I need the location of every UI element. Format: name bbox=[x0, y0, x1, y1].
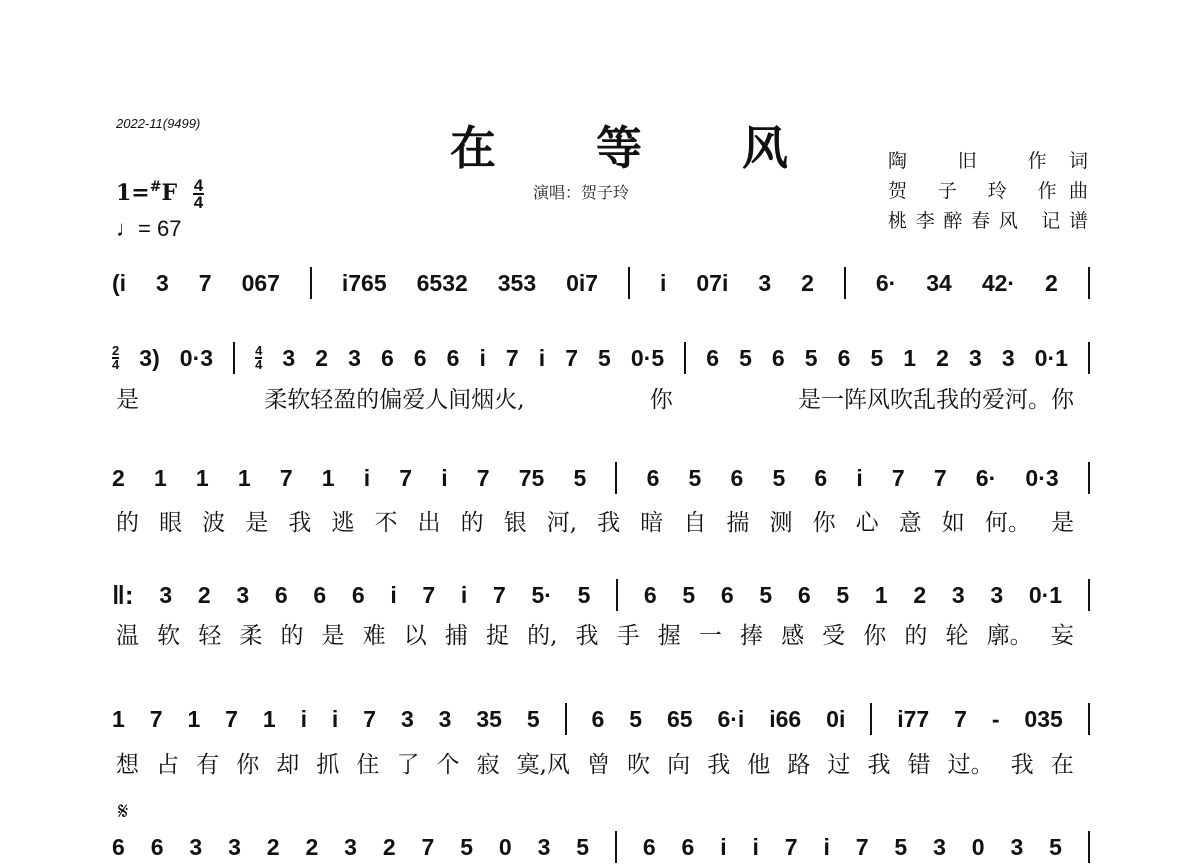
note-group: 6 bbox=[646, 464, 660, 491]
note-group: 5 bbox=[598, 344, 611, 371]
lyric-syllable: 你 bbox=[812, 510, 836, 536]
note-group: 3 bbox=[344, 833, 357, 860]
note-group: 2 bbox=[913, 581, 927, 608]
lyric-syllable: 柔软轻盈的偏爱人间烟火, bbox=[264, 387, 525, 413]
note-group: 3 bbox=[933, 833, 946, 860]
note-group: 1 bbox=[237, 464, 251, 491]
lyric-syllable: 过。 bbox=[947, 752, 994, 778]
note-group: i bbox=[441, 464, 448, 491]
note-group: 6 bbox=[706, 344, 720, 371]
quarter-note-icon: ♩ bbox=[116, 216, 138, 241]
lyric-syllable: 轮 bbox=[945, 623, 969, 649]
note-group: 6· bbox=[975, 464, 997, 491]
note-group: 42· bbox=[981, 269, 1016, 296]
note-group: 0·1 bbox=[1028, 581, 1063, 608]
lyric-syllable: 想 bbox=[116, 752, 139, 778]
lyric-syllable: 心 bbox=[855, 510, 879, 536]
lyric-syllable: 的 bbox=[280, 623, 304, 649]
note-group: i bbox=[752, 833, 759, 860]
note-group: 0·5 bbox=[630, 344, 665, 371]
note-group: 35 bbox=[476, 705, 502, 732]
note-group: 3 bbox=[1010, 833, 1024, 860]
note-group: i66 bbox=[769, 705, 802, 732]
barline bbox=[1088, 703, 1090, 735]
note-group: 7 bbox=[891, 464, 905, 491]
lyric-syllable: 难 bbox=[362, 623, 386, 649]
note-group: 2 bbox=[801, 269, 814, 296]
note-group: 75 bbox=[518, 464, 545, 491]
barline bbox=[870, 703, 872, 735]
note-group: 1 bbox=[187, 705, 201, 732]
note-group: 7 bbox=[422, 581, 436, 608]
note-group: 6 bbox=[720, 581, 734, 608]
note-group: 7 bbox=[149, 705, 163, 732]
note-group: 7 bbox=[198, 269, 212, 296]
lyric-syllable: 的 bbox=[116, 510, 139, 536]
lyric-syllable: 过 bbox=[827, 752, 851, 778]
note-group: 5 bbox=[629, 705, 643, 732]
note-group: 1 bbox=[903, 344, 917, 371]
lyric-syllable: 错 bbox=[907, 752, 931, 778]
lyric-syllable: 占 bbox=[156, 752, 180, 778]
lyrics-line-3 bbox=[116, 617, 1074, 649]
note-group: 2 bbox=[305, 833, 319, 860]
barline bbox=[1088, 267, 1090, 299]
note-group: 7 bbox=[225, 705, 238, 732]
note-group: 3 bbox=[400, 705, 414, 732]
note-group: 7 bbox=[954, 705, 967, 732]
note-group: 035 bbox=[1024, 705, 1063, 732]
lyric-syllable: 的 bbox=[904, 623, 928, 649]
lyric-syllable: 软 bbox=[157, 623, 181, 649]
note-group: 6 bbox=[274, 581, 288, 608]
note-group: i77 bbox=[897, 705, 930, 732]
note-group: 6 bbox=[814, 464, 828, 491]
repeat-start-sign: ‖: bbox=[112, 579, 134, 610]
note-group: 6 bbox=[643, 581, 657, 608]
note-group: 5 bbox=[573, 464, 587, 491]
lyric-syllable: 住 bbox=[356, 752, 380, 778]
lyric-syllable: 你 bbox=[236, 752, 260, 778]
note-group: 6 bbox=[591, 705, 605, 732]
barline bbox=[615, 831, 617, 863]
lyric-syllable: 个 bbox=[436, 752, 460, 778]
note-group: 7 bbox=[493, 581, 506, 608]
lyric-syllable: 你 bbox=[863, 623, 887, 649]
lyric-syllable: 柔 bbox=[239, 623, 263, 649]
note-group: 5· bbox=[531, 581, 552, 608]
note-group: 7 bbox=[933, 464, 947, 491]
time-signature-change: 4 4 bbox=[255, 343, 263, 372]
singer-credit: 演唱：贺子玲 bbox=[533, 183, 630, 202]
lyrics-line-4 bbox=[116, 746, 1074, 778]
note-group: 3 bbox=[438, 705, 452, 732]
note-group: i bbox=[331, 705, 339, 732]
note-group: 0i7 bbox=[566, 269, 599, 296]
note-group: 5 bbox=[1049, 833, 1062, 860]
note-group: 6 bbox=[380, 344, 394, 371]
barline bbox=[615, 462, 617, 494]
lyric-syllable: 寞,风 bbox=[516, 752, 570, 778]
time-signature-change: 2 4 bbox=[112, 343, 120, 372]
note-group: 2 bbox=[266, 833, 280, 860]
key-signature bbox=[116, 178, 204, 210]
lyric-syllable: 手 bbox=[616, 623, 640, 649]
note-group: 067 bbox=[241, 269, 280, 296]
note-group: 3 bbox=[990, 581, 1004, 608]
lyric-syllable: 我 bbox=[867, 752, 891, 778]
note-group: 5 bbox=[804, 344, 818, 371]
note-group: 0·3 bbox=[1025, 464, 1059, 491]
lyric-syllable: 是 bbox=[1050, 510, 1074, 536]
lyric-syllable: 我 bbox=[575, 623, 599, 649]
note-group: 5 bbox=[460, 833, 473, 860]
note-group: 65 bbox=[666, 705, 693, 732]
note-group: 6 bbox=[446, 344, 460, 371]
note-group: 2 bbox=[1045, 269, 1058, 296]
lyric-syllable: 意 bbox=[898, 510, 922, 536]
note-group: 0i bbox=[826, 705, 846, 732]
lyric-syllable: 自 bbox=[683, 510, 707, 536]
lyric-syllable: 轻 bbox=[198, 623, 222, 649]
note-group: i bbox=[363, 464, 371, 491]
sharp-icon: # bbox=[149, 179, 162, 195]
note-group: 1 bbox=[321, 464, 335, 491]
note-group: 6 bbox=[112, 833, 125, 860]
lyric-syllable: 是 bbox=[116, 387, 139, 413]
note-group: 3 bbox=[228, 833, 241, 860]
tempo-marking bbox=[116, 216, 181, 242]
lyric-syllable: 是 bbox=[245, 510, 269, 536]
staff-line-6 bbox=[112, 830, 1090, 864]
note-group: 3 bbox=[282, 344, 296, 371]
note-group: 353 bbox=[497, 269, 537, 296]
note-group: - bbox=[991, 705, 1000, 732]
lyric-syllable: 眼 bbox=[159, 510, 183, 536]
note-group: 5 bbox=[759, 581, 773, 608]
note-group: 3 bbox=[236, 581, 250, 608]
tempo-value: = 67 bbox=[138, 216, 182, 241]
note-group: 5 bbox=[526, 705, 540, 732]
lyric-syllable: 在 bbox=[1050, 752, 1074, 778]
note-group: 6· bbox=[875, 269, 897, 296]
note-group: 5 bbox=[836, 581, 850, 608]
lyric-syllable: 的 bbox=[460, 510, 484, 536]
note-group: (i bbox=[112, 269, 127, 296]
note-group: 5 bbox=[739, 344, 752, 371]
lyric-syllable: 妄 bbox=[1050, 623, 1074, 649]
note-group: 3 bbox=[758, 269, 772, 296]
lyric-syllable: 出 bbox=[417, 510, 441, 536]
note-group: i bbox=[856, 464, 863, 491]
note-group: 6 bbox=[681, 833, 695, 860]
lyric-syllable: 他 bbox=[747, 752, 771, 778]
note-group: 7 bbox=[421, 833, 435, 860]
note-group: 3 bbox=[951, 581, 965, 608]
lyric-syllable: 何。 bbox=[984, 510, 1031, 536]
note-group: 1 bbox=[112, 705, 125, 732]
barline bbox=[233, 342, 235, 374]
lyric-syllable: 寂 bbox=[476, 752, 500, 778]
note-group: 07i bbox=[696, 269, 729, 296]
lyric-syllable: 我 bbox=[707, 752, 731, 778]
lyric-syllable: 廓。 bbox=[986, 623, 1033, 649]
note-group: 2 bbox=[382, 833, 396, 860]
lyric-syllable: 受 bbox=[822, 623, 846, 649]
staff-line-2 bbox=[112, 341, 1090, 375]
lyric-syllable: 吹 bbox=[627, 752, 651, 778]
note-group: 6 bbox=[150, 833, 164, 860]
barline bbox=[616, 579, 618, 611]
lyric-syllable: 感 bbox=[781, 623, 805, 649]
staff-line-5 bbox=[112, 702, 1090, 736]
note-group: 3 bbox=[1001, 344, 1015, 371]
segno-icon: 𝄋 bbox=[118, 797, 129, 825]
time-signature-bottom: 4 bbox=[193, 193, 204, 212]
note-group: 3 bbox=[968, 344, 982, 371]
note-group: i bbox=[300, 705, 307, 732]
barline bbox=[310, 267, 312, 299]
composer-credit: 贺 子 玲 作曲 bbox=[888, 180, 1088, 202]
lyric-syllable: 我 bbox=[1010, 752, 1034, 778]
lyric-syllable: 波 bbox=[202, 510, 226, 536]
lyric-syllable: 捧 bbox=[739, 623, 763, 649]
lyric-syllable: 温 bbox=[116, 623, 139, 649]
note-group: 5 bbox=[772, 464, 786, 491]
note-group: i bbox=[479, 344, 486, 371]
note-group: 0 bbox=[971, 833, 985, 860]
note-group: 0·1 bbox=[1034, 344, 1068, 371]
staff-line-1 bbox=[112, 266, 1090, 300]
note-group: 34 bbox=[926, 269, 952, 296]
note-group: i765 bbox=[341, 269, 387, 296]
lyric-syllable: 是一阵风吹乱我的爱河。你 bbox=[797, 387, 1074, 413]
lyric-syllable: 不 bbox=[374, 510, 398, 536]
barline bbox=[1088, 831, 1090, 863]
note-group: 7 bbox=[565, 344, 578, 371]
barline bbox=[628, 267, 630, 299]
note-group: 6 bbox=[413, 344, 427, 371]
lyric-syllable: 是 bbox=[321, 623, 345, 649]
note-group: i bbox=[460, 581, 468, 608]
note-group: 3 bbox=[348, 344, 361, 371]
note-group: 3 bbox=[189, 833, 203, 860]
note-group: 0·3 bbox=[179, 344, 214, 371]
lyric-syllable: 暗 bbox=[640, 510, 664, 536]
note-group: 2 bbox=[936, 344, 949, 371]
lyric-syllable: 我 bbox=[288, 510, 312, 536]
lyric-syllable: 的, bbox=[527, 623, 558, 649]
note-group: 5 bbox=[688, 464, 702, 491]
lyric-syllable: 银 bbox=[503, 510, 527, 536]
note-group: 2 bbox=[315, 344, 329, 371]
lyric-syllable: 以 bbox=[403, 623, 427, 649]
lyric-syllable: 测 bbox=[769, 510, 793, 536]
lyric-syllable: 曾 bbox=[587, 752, 610, 778]
note-group: 6 bbox=[771, 344, 785, 371]
note-group: 1 bbox=[195, 464, 209, 491]
lyric-syllable: 路 bbox=[787, 752, 811, 778]
lyric-syllable: 了 bbox=[396, 752, 420, 778]
note-group: 7 bbox=[784, 833, 798, 860]
note-group: 6 bbox=[797, 581, 811, 608]
note-group: 7 bbox=[855, 833, 869, 860]
staff-line-4 bbox=[112, 578, 1090, 612]
note-group: 5 bbox=[577, 581, 591, 608]
note-group: i bbox=[538, 344, 546, 371]
song-title: 在 等 风 bbox=[450, 121, 831, 175]
note-group: 7 bbox=[399, 464, 413, 491]
note-group: 1 bbox=[153, 464, 167, 491]
lyric-syllable: 抓 bbox=[316, 752, 340, 778]
time-signature bbox=[193, 178, 204, 210]
note-group: 2 bbox=[112, 464, 125, 491]
note-group: 7 bbox=[476, 464, 490, 491]
note-group: 3 bbox=[537, 833, 551, 860]
note-group: 2 bbox=[197, 581, 211, 608]
barline bbox=[1088, 342, 1090, 374]
lyric-syllable: 你 bbox=[649, 387, 673, 413]
barline bbox=[844, 267, 846, 299]
note-group: 7 bbox=[505, 344, 519, 371]
staff-line-3 bbox=[112, 461, 1090, 495]
lyric-syllable: 河, bbox=[546, 510, 578, 536]
note-group: 3 bbox=[159, 581, 173, 608]
note-group: 1 bbox=[262, 705, 276, 732]
lyric-syllable: 却 bbox=[276, 752, 300, 778]
key-letter: F bbox=[161, 180, 178, 206]
lyrics-line-1 bbox=[116, 381, 1074, 413]
note-group: 6 bbox=[313, 581, 327, 608]
note-group: 6·i bbox=[717, 705, 745, 732]
lyricist-credit: 陶 旧 作词 bbox=[888, 150, 1088, 172]
document-id: 2022-11(9499) bbox=[116, 116, 201, 131]
note-group: 6 bbox=[351, 581, 365, 608]
lyrics-line-2 bbox=[116, 504, 1074, 536]
barline bbox=[565, 703, 567, 735]
credits-block bbox=[888, 146, 1088, 236]
note-group: 6 bbox=[730, 464, 744, 491]
note-group: 3 bbox=[156, 269, 169, 296]
lyric-syllable: 揣 bbox=[726, 510, 750, 536]
lyric-syllable: 捉 bbox=[485, 623, 509, 649]
note-group: 6532 bbox=[416, 269, 468, 296]
barline bbox=[1088, 579, 1090, 611]
note-group: i bbox=[660, 269, 667, 296]
note-group: i bbox=[823, 833, 830, 860]
lyric-syllable: 握 bbox=[657, 623, 681, 649]
time-signature-top: 4 bbox=[193, 176, 204, 195]
barline bbox=[1088, 462, 1090, 494]
lyric-syllable: 逃 bbox=[331, 510, 355, 536]
note-group: 5 bbox=[894, 833, 908, 860]
lyric-syllable: 有 bbox=[196, 752, 220, 778]
barline bbox=[684, 342, 686, 374]
lyric-syllable: 如 bbox=[941, 510, 965, 536]
note-group: 5 bbox=[576, 833, 590, 860]
lyric-syllable: 一 bbox=[698, 623, 722, 649]
note-group: 1 bbox=[874, 581, 888, 608]
note-group: 3) bbox=[139, 344, 160, 371]
key-prefix: 1= bbox=[116, 180, 150, 206]
transcriber-credit: 桃李醉春风 记谱 bbox=[888, 210, 1088, 232]
note-group: 5 bbox=[682, 581, 696, 608]
note-group: i bbox=[390, 581, 397, 608]
lyric-syllable: 我 bbox=[597, 510, 621, 536]
note-group: 0 bbox=[498, 833, 512, 860]
note-group: i bbox=[720, 833, 727, 860]
lyric-syllable: 捕 bbox=[444, 623, 468, 649]
lyric-syllable: 向 bbox=[667, 752, 691, 778]
note-group: 7 bbox=[363, 705, 377, 732]
note-group: 6 bbox=[837, 344, 851, 371]
note-group: 6 bbox=[642, 833, 656, 860]
note-group: 7 bbox=[279, 464, 293, 491]
note-group: 5 bbox=[870, 344, 884, 371]
